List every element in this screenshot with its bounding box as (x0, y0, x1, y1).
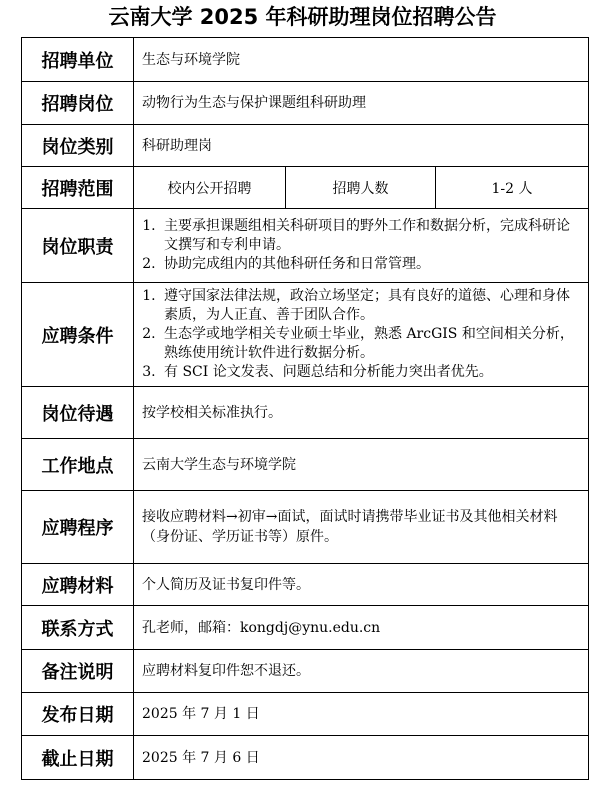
list-item: 1. 主要承担课题组相关科研项目的野外工作和数据分析，完成科研论文撰写和专利申请。 (160, 217, 582, 255)
row-position (22, 82, 589, 125)
label-unit: 招聘单位 (22, 38, 134, 82)
value-location: 云南大学生态与环境学院 (134, 439, 589, 491)
value-category: 科研助理岗 (134, 125, 589, 167)
value-duties (134, 209, 589, 283)
label-position: 招聘岗位 (22, 82, 134, 125)
label-duties: 岗位职责 (22, 209, 134, 283)
row-notes (22, 650, 589, 693)
list-item: 3. 有 SCI 论文发表、问题总结和分析能力突出者优先。 (160, 363, 582, 382)
label-category: 岗位类别 (22, 125, 134, 167)
label-benefits: 岗位待遇 (22, 387, 134, 439)
row-requirements (22, 283, 589, 387)
row-benefits (22, 387, 589, 439)
duties-list (142, 217, 582, 274)
list-item: 2. 生态学或地学相关专业硕士毕业，熟悉 ArcGIS 和空间相关分析，熟练使用统计软件进行数据分析。 (160, 325, 582, 363)
row-contact (22, 606, 589, 650)
value-scope: 校内公开招聘 (134, 167, 286, 209)
row-duties (22, 209, 589, 283)
list-item: 2. 协助完成组内的其他科研任务和日常管理。 (160, 255, 582, 274)
row-materials (22, 564, 589, 606)
label-scope: 招聘范围 (22, 167, 134, 209)
label-location: 工作地点 (22, 439, 134, 491)
row-unit (22, 38, 589, 82)
requirements-list (142, 287, 582, 382)
value-contact: 孔老师，邮箱：kongdj@ynu.edu.cn (134, 606, 589, 650)
label-procedure: 应聘程序 (22, 491, 134, 564)
label-deadline: 截止日期 (22, 736, 134, 780)
label-requirements: 应聘条件 (22, 283, 134, 387)
value-count: 1-2 人 (436, 167, 589, 209)
value-benefits: 按学校相关标准执行。 (134, 387, 589, 439)
label-notes: 备注说明 (22, 650, 134, 693)
value-procedure: 接收应聘材料→初审→面试，面试时请携带毕业证书及其他相关材料（身份证、学历证书等）原件。 (134, 491, 589, 564)
page-title: 云南大学 2025 年科研助理岗位招聘公告 (108, 5, 497, 29)
label-contact: 联系方式 (22, 606, 134, 650)
value-publish-date: 2025 年 7 月 1 日 (134, 693, 589, 736)
label-materials: 应聘材料 (22, 564, 134, 606)
row-scope (22, 167, 589, 209)
value-position: 动物行为生态与保护课题组科研助理 (134, 82, 589, 125)
row-location (22, 439, 589, 491)
value-notes: 应聘材料复印件恕不退还。 (134, 650, 589, 693)
value-requirements (134, 283, 589, 387)
row-category (22, 125, 589, 167)
list-item: 1. 遵守国家法律法规，政治立场坚定；具有良好的道德、心理和身体素质，为人正直、善于团队合作。 (160, 287, 582, 325)
value-deadline: 2025 年 7 月 6 日 (134, 736, 589, 780)
label-count: 招聘人数 (286, 167, 436, 209)
label-publish-date: 发布日期 (22, 693, 134, 736)
value-materials: 个人简历及证书复印件等。 (134, 564, 589, 606)
row-deadline (22, 736, 589, 780)
value-unit: 生态与环境学院 (134, 38, 589, 82)
row-procedure (22, 491, 589, 564)
row-publish-date (22, 693, 589, 736)
recruitment-table (21, 37, 589, 780)
